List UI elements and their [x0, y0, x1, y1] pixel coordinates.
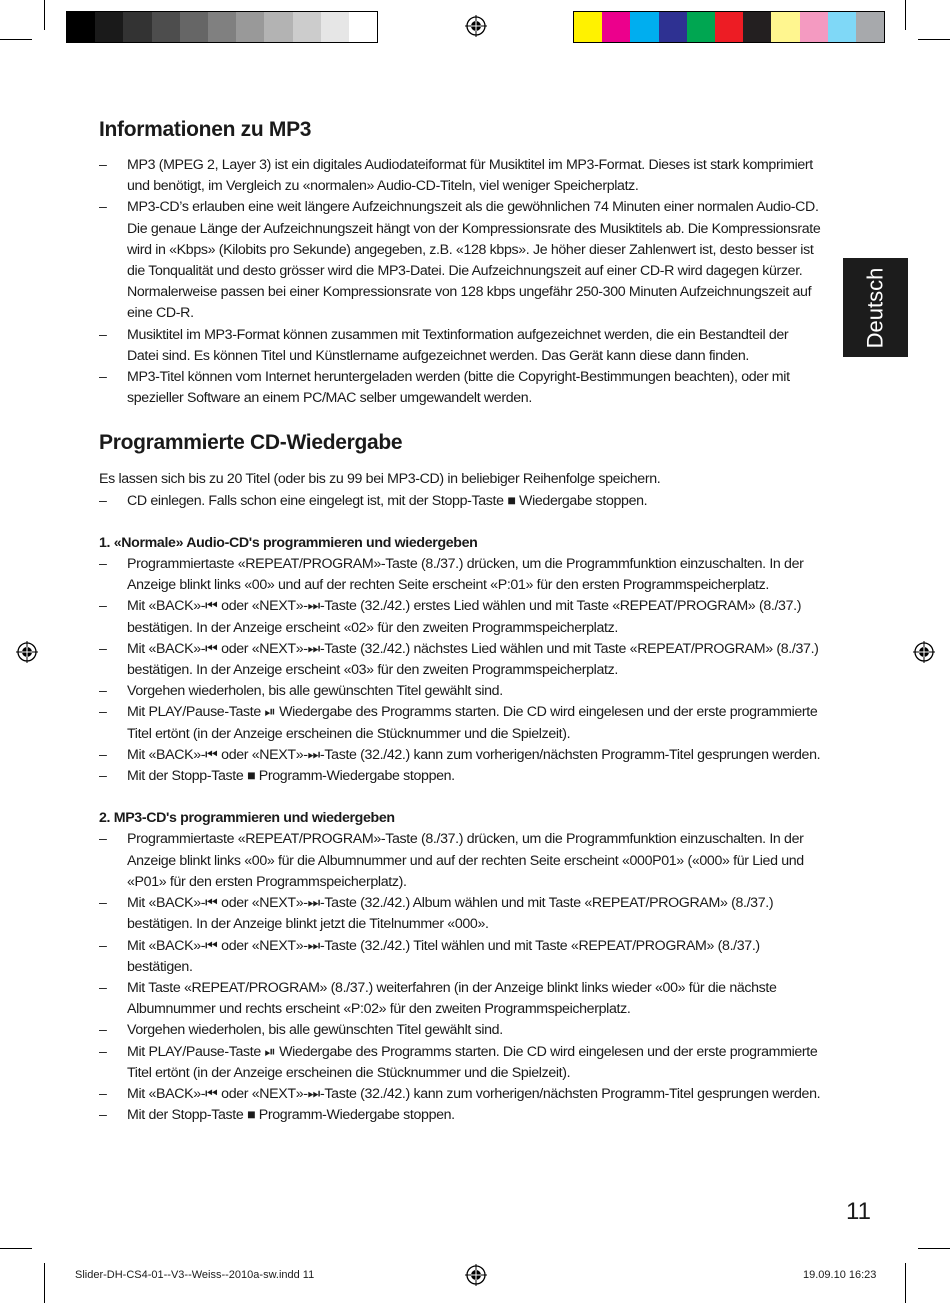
list-item: – Programmiertaste «REPEAT/PROGRAM»-Taste (8./37.) drücken, um die Programmfunktion einzuschalten. In der Anzeige blinkt links «00» und auf der rechten Seite erscheint «P:01» für den ersten Programmspeicherplatz.	[99, 554, 821, 596]
color-swatch	[152, 12, 180, 42]
list-item: – Vorgehen wiederholen, bis alle gewünschten Titel gewählt sind.	[99, 1020, 821, 1041]
crop-mark	[918, 1248, 950, 1249]
crop-mark	[44, 0, 45, 30]
color-swatch	[180, 12, 208, 42]
footer-datetime: 19.09.10 16:23	[803, 1269, 877, 1281]
color-swatch	[95, 12, 123, 42]
list-item: – Mit «BACK»-⏮ oder «NEXT»-⏭-Taste (32./42.) Titel wählen und mit Taste «REPEAT/PROGRAM» (8./37.) bestätigen.	[99, 936, 821, 978]
registration-mark-icon	[465, 15, 487, 37]
list-item: – Mit Taste «REPEAT/PROGRAM» (8./37.) weiterfahren (in der Anzeige blinkt links wieder «00» für die nächste Albumnummer und rechts erscheint «P:02» für den zweiten Programmspeicherplatz.	[99, 978, 821, 1020]
color-swatch	[321, 12, 349, 42]
subsection-title-audio-cd: 1. «Normale» Audio-CD's programmieren und wiedergeben	[99, 534, 478, 551]
list-item: – MP3-CD’s erlauben eine weit längere Aufzeichnungszeit als die gewöhnlichen 74 Minuten einer normalen Audio-CD. Die genaue Länge der Aufzeichnungszeit hängt von der Kompressionsrate des Musiktitels ab. Die Kompressionsrate wird in «Kbps» (Kilobits pro Sekunde) angegeben, z.B. «128 kbps». Je höher dieser Zahlenwert ist, desto besser ist die Tonqualität und desto grösser wird die MP3-Datei. Die Aufzeichnungszeit auf einer CD-R wird dagegen kürzer. Normalerweise passen bei einer Kompressionsrate von 128 kbps ungefähr 250-300 Minuten Aufzeichnungszeit auf eine CD-R.	[99, 197, 821, 324]
color-swatch	[828, 12, 856, 42]
mp3-cd-steps-list	[99, 829, 821, 1126]
color-swatch	[293, 12, 321, 42]
intro-paragraph: Es lassen sich bis zu 20 Titel (oder bis zu 99 bei MP3-CD) in beliebiger Reihenfolge speichern.	[99, 471, 661, 488]
color-swatch	[236, 12, 264, 42]
list-item: – Mit «BACK»-⏮ oder «NEXT»-⏭-Taste (32./42.) nächstes Lied wählen und mit Taste «REPEAT/PROGRAM» (8./37.) bestätigen. In der Anzeige erscheint «03» für den zweiten Programmspeicherplatz.	[99, 639, 821, 681]
color-swatch	[574, 12, 602, 42]
audio-cd-steps-list	[99, 554, 821, 787]
list-item: – Mit PLAY/Pause-Taste ⏯ Wiedergabe des Programms starten. Die CD wird eingelesen und der erste programmierte Titel ertönt (in der Anzeige erscheinen die Stücknummer und die Spielzeit).	[99, 1042, 821, 1084]
color-swatch	[208, 12, 236, 42]
list-item: – Mit «BACK»-⏮ oder «NEXT»-⏭-Taste (32./42.) kann zum vorherigen/nächsten Programm-Titel gesprungen werden.	[99, 1084, 821, 1105]
color-swatch	[771, 12, 799, 42]
color-swatch	[800, 12, 828, 42]
list-item: – Mit PLAY/Pause-Taste ⏯ Wiedergabe des Programms starten. Die CD wird eingelesen und der erste programmierte Titel ertönt (in der Anzeige erscheinen die Stücknummer und die Spielzeit).	[99, 702, 821, 744]
registration-mark-icon	[16, 641, 38, 663]
list-item: – Vorgehen wiederholen, bis alle gewünschten Titel gewählt sind.	[99, 681, 821, 702]
color-swatch	[856, 12, 884, 42]
page-content	[99, 118, 821, 1126]
color-swatch	[659, 12, 687, 42]
language-tab-label: Deutsch	[862, 267, 888, 348]
crop-mark	[905, 1263, 906, 1303]
section-title-programmed-playback: Programmierte CD-Wiedergabe	[99, 431, 403, 455]
color-swatch	[67, 12, 95, 42]
page-number: 11	[846, 1198, 871, 1225]
color-swatch	[602, 12, 630, 42]
mp3-info-list	[99, 155, 821, 409]
list-item: – Mit «BACK»-⏮ oder «NEXT»-⏭-Taste (32./42.) erstes Lied wählen und mit Taste «REPEAT/PROGRAM» (8./37.) bestätigen. In der Anzeige erscheint «02» für den zweiten Programmspeicherplatz.	[99, 596, 821, 638]
crop-mark	[0, 39, 32, 40]
list-item: – Mit der Stopp-Taste ■ Programm-Wiedergabe stoppen.	[99, 766, 821, 787]
list-item: – Mit «BACK»-⏮ oder «NEXT»-⏭-Taste (32./42.) kann zum vorherigen/nächsten Programm-Titel gesprungen werden.	[99, 745, 821, 766]
crop-mark	[0, 1248, 32, 1249]
language-tab	[843, 258, 908, 357]
list-item: – MP3 (MPEG 2, Layer 3) ist ein digitales Audiodateiformat für Musiktitel im MP3-Format. Dieses ist stark komprimiert und benötigt, im Vergleich zu «normalen» Audio-CD-Titeln, viel weniger Speicherplatz.	[99, 155, 821, 197]
crop-mark	[905, 0, 906, 30]
section-title-mp3-info: Informationen zu MP3	[99, 118, 312, 141]
registration-mark-icon	[913, 641, 935, 663]
list-item: – Mit «BACK»-⏮ oder «NEXT»-⏭-Taste (32./42.) Album wählen und mit Taste «REPEAT/PROGRAM» (8./37.) bestätigen. In der Anzeige blinkt jetzt die Titelnummer «000».	[99, 893, 821, 935]
color-swatch	[264, 12, 292, 42]
color-swatch	[715, 12, 743, 42]
subsection-title-mp3-cd: 2. MP3-CD's programmieren und wiedergeben	[99, 810, 395, 827]
footer-file-name: Slider-DH-CS4-01--V3--Weiss--2010a-sw.indd 11	[75, 1269, 315, 1281]
list-item: – Musiktitel im MP3-Format können zusammen mit Textinformation aufgezeichnet werden, die ein Bestandteil der Datei sind. Es können Titel und Künstlername aufgezeichnet werden. Das Gerät kann diese dann finden.	[99, 325, 821, 367]
color-swatch	[743, 12, 771, 42]
color-swatch	[123, 12, 151, 42]
color-swatch	[687, 12, 715, 42]
intro-list	[99, 491, 821, 512]
list-item: – Programmiertaste «REPEAT/PROGRAM»-Taste (8./37.) drücken, um die Programmfunktion einzuschalten. In der Anzeige blinkt links «00» für die Albumnummer und auf der rechten Seite erscheint «000P01» («000» für Lied und «P01» für den ersten Programmspeicherplatz).	[99, 829, 821, 893]
process-color-bar	[573, 11, 885, 43]
crop-mark	[44, 1263, 45, 1303]
color-swatch	[630, 12, 658, 42]
list-item: – CD einlegen. Falls schon eine eingelegt ist, mit der Stopp-Taste ■ Wiedergabe stoppen.	[99, 491, 821, 512]
crop-mark	[918, 39, 950, 40]
registration-mark-icon	[465, 1264, 487, 1286]
color-swatch	[349, 12, 377, 42]
grayscale-color-bar	[66, 11, 378, 43]
list-item: – MP3-Titel können vom Internet heruntergeladen werden (bitte die Copyright-Bestimmungen beachten), oder mit spezieller Software an einem PC/MAC selber umgewandelt werden.	[99, 367, 821, 409]
list-item: – Mit der Stopp-Taste ■ Programm-Wiedergabe stoppen.	[99, 1105, 821, 1126]
